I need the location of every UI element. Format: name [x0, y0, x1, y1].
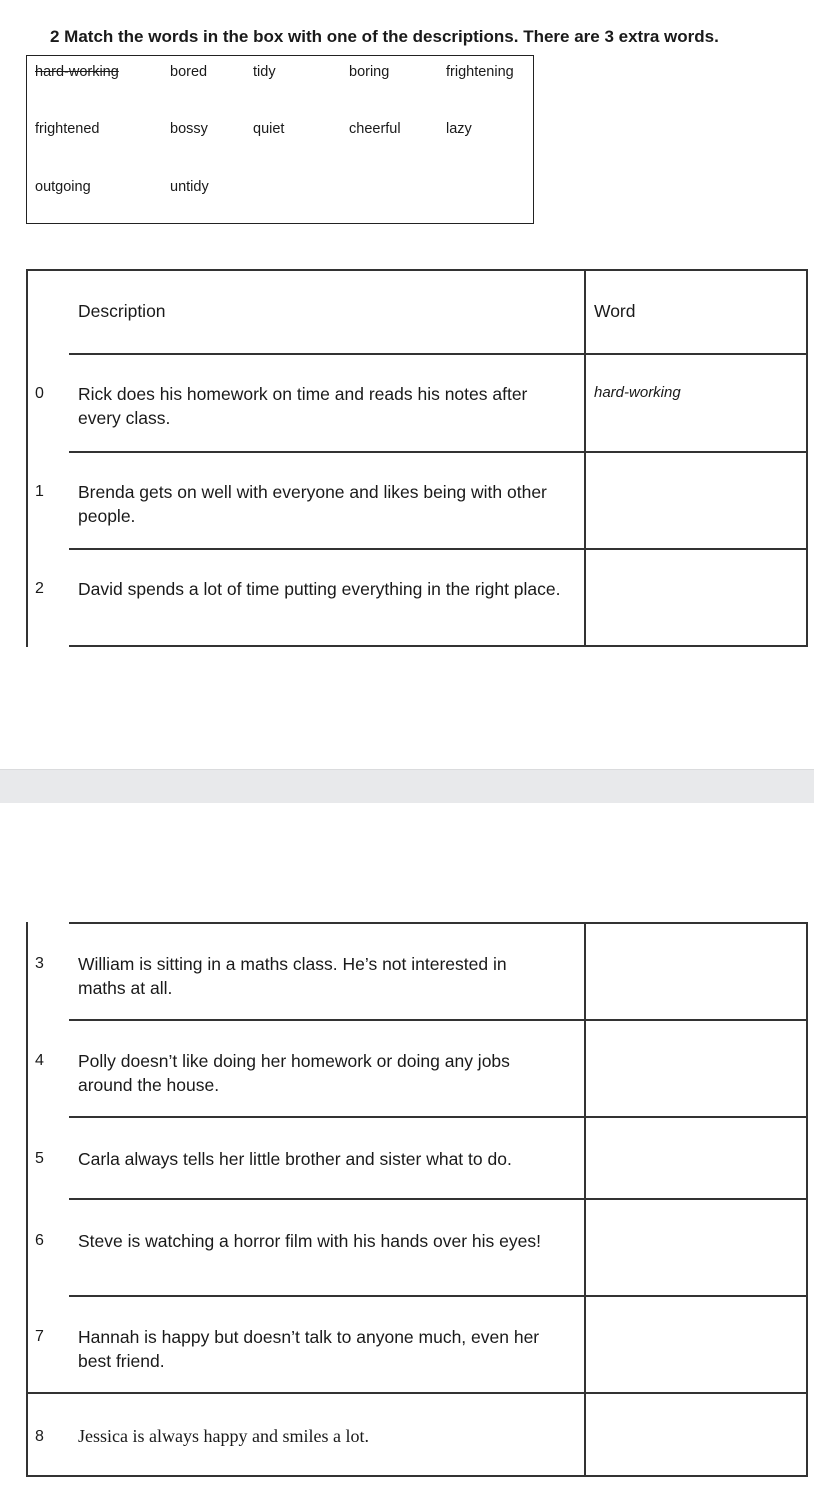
header-description: Description [78, 301, 166, 321]
row-number: 5 [35, 1150, 44, 1167]
word-item: lazy [446, 121, 472, 137]
word-item: cheerful [349, 121, 401, 137]
table-border [26, 1475, 808, 1477]
answer-cell: hard-working [594, 384, 681, 401]
word-item: tidy [253, 64, 276, 80]
row-number: 4 [35, 1052, 44, 1069]
word-box [26, 55, 534, 224]
row-divider [69, 1198, 808, 1200]
row-description: William is sitting in a maths class. He’s not interested in maths at all. [78, 954, 507, 998]
word-item: frightened [35, 121, 100, 137]
table-border [806, 269, 808, 647]
row-number: 3 [35, 955, 44, 972]
word-item: untidy [170, 179, 209, 195]
row-description: Rick does his homework on time and reads his notes after every class. [78, 384, 528, 428]
word-item: quiet [253, 121, 285, 137]
row-divider [69, 1019, 808, 1021]
row-description: Jessica is always happy and smiles a lot. [78, 1426, 369, 1446]
word-item: boring [349, 64, 390, 80]
row-divider [69, 353, 808, 355]
table-border [584, 269, 586, 647]
row-description: Hannah is happy but doesn’t talk to anyone much, even her best friend. [78, 1327, 540, 1371]
exercise-title: 2 Match the words in the box with one of the descriptions. There are 3 extra words. [50, 27, 719, 46]
table-border [26, 269, 28, 647]
row-description: Carla always tells her little brother and sister what to do. [78, 1149, 512, 1169]
row-divider [69, 1295, 808, 1297]
row-divider [69, 1116, 808, 1118]
row-description: Polly doesn’t like doing her homework or doing any jobs around the house. [78, 1051, 510, 1095]
row-divider [69, 451, 808, 453]
row-divider [69, 922, 808, 924]
row-number: 6 [35, 1232, 44, 1249]
row-number: 2 [35, 580, 44, 597]
header-word: Word [594, 301, 636, 321]
row-number: 1 [35, 483, 44, 500]
row-divider [69, 645, 808, 647]
word-item: hard-working [35, 64, 119, 80]
row-number: 7 [35, 1328, 44, 1345]
row-number: 8 [35, 1428, 44, 1445]
word-item: outgoing [35, 179, 91, 195]
table-border [26, 269, 808, 271]
row-description: David spends a lot of time putting everything in the right place. [78, 579, 561, 599]
row-number: 0 [35, 385, 44, 402]
word-item: bored [170, 64, 208, 80]
row-description: Brenda gets on well with everyone and likes being with other people. [78, 482, 547, 526]
page-separator [0, 769, 814, 803]
word-item: bossy [170, 121, 208, 137]
row-divider [69, 548, 808, 550]
word-item: frightening [446, 64, 514, 80]
row-description: Steve is watching a horror film with his hands over his eyes! [78, 1231, 541, 1251]
row-divider [26, 1392, 808, 1394]
